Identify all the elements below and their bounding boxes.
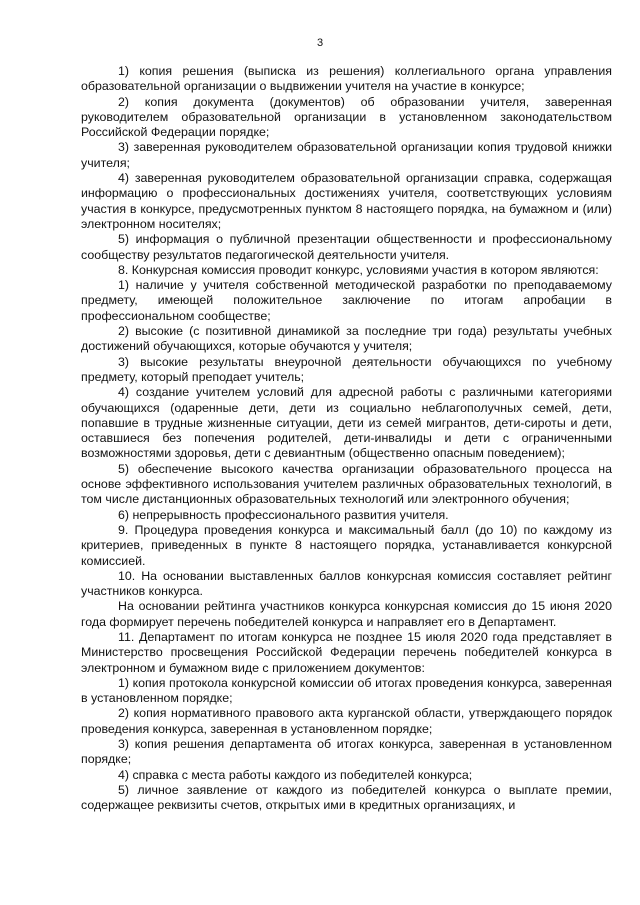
paragraph: 2) высокие (с позитивной динамикой за последние три года) результаты учебных достижений обучающихся, которые обучаются у учителя; <box>81 324 612 354</box>
document-body <box>81 64 612 814</box>
paragraph: 4) заверенная руководителем образовательной организации справка, содержащая информацию о профессиональных достижениях учителя, соответствующих условиям участия в конкурсе, предусмотренных пунктом 8 настоящего порядка, на бумажном и (или) электронном носителях; <box>81 171 612 231</box>
paragraph: 3) высокие результаты внеурочной деятельности обучающихся по учебному предмету, который преподает учитель; <box>81 354 612 384</box>
paragraph: 6) непрерывность профессионального развития учителя. <box>118 507 449 522</box>
paragraph: 8. Конкурсная комиссия проводит конкурс, условиями участия в котором являются: <box>118 262 599 277</box>
paragraph: 5) личное заявление от каждого из победителей конкурса о выплате премии, содержащее реквизиты счетов, открытых ими в кредитных организациях, и <box>81 782 612 813</box>
paragraph: 3) копия решения департамента об итогах конкурса, заверенная в установленном порядке; <box>81 737 612 767</box>
page-number: 3 <box>316 37 324 49</box>
paragraph: 3) заверенная руководителем образовательной организации копия трудовой книжки учителя; <box>81 140 612 170</box>
paragraph: 1) наличие у учителя собственной методической разработки по преподаваемому предмету, имеющей положительное заключение по итогам апробации в профессиональном сообществе; <box>81 278 612 323</box>
paragraph: 5) обеспечение высокого качества организации образовательного процесса на основе эффективного использования учителем различных образовательных технологий, в том числе дистанционных образовательных технологий или электронного обучения; <box>81 461 612 507</box>
paragraph: 2) копия нормативного правового акта курганской области, утверждающего порядок проведения конкурса, заверенная в установленном порядке; <box>81 706 612 736</box>
paragraph: На основании рейтинга участников конкурса конкурсная комиссия до 15 июня 2020 года формирует перечень победителей конкурса и направляет его в Департамент. <box>81 599 612 629</box>
paragraph: 11. Департамент по итогам конкурса не позднее 15 июля 2020 года представляет в Министерство просвещения Российской Федерации перечень победителей конкурса в электронном и бумажном виде с приложением документов: <box>81 629 612 675</box>
paragraph: 1) копия решения (выписка из решения) коллегиального органа управления образовательной организации о выдвижении учителя на участие в конкурсе; <box>81 64 612 94</box>
paragraph: 1) копия протокола конкурсной комиссии об итогах проведения конкурса, заверенная в установленном порядке; <box>81 675 612 706</box>
paragraph: 4) создание учителем условий для адресной работы с различными категориями обучающихся (одаренные дети, дети из социально неблагополучных семей, дети, попавшие в трудные жизненные ситуации, дети из семей мигрантов, дети-сироты и дети, оставшиеся без попечения родителей, дети-инвалиды и дети с ограниченными возможностями здоровья, дети с девиантным (общественно опасным поведением); <box>81 385 612 461</box>
paragraph: 10. На основании выставленных баллов конкурсная комиссия составляет рейтинг участников конкурса. <box>81 568 612 599</box>
paragraph: 2) копия документа (документов) об образовании учителя, заверенная руководителем образовательной организации в установленном законодательством Российской Федерации порядке; <box>81 94 612 140</box>
paragraph: 5) информация о публичной презентации общественности и профессиональному сообществу результатов педагогической деятельности учителя. <box>81 232 612 262</box>
paragraph: 9. Процедура проведения конкурса и максимальный балл (до 10) по каждому из критериев, приведенных в пункте 8 настоящего порядка, устанавливается конкурсной комиссией. <box>81 522 612 568</box>
paragraph: 4) справка с места работы каждого из победителей конкурса; <box>118 767 473 782</box>
